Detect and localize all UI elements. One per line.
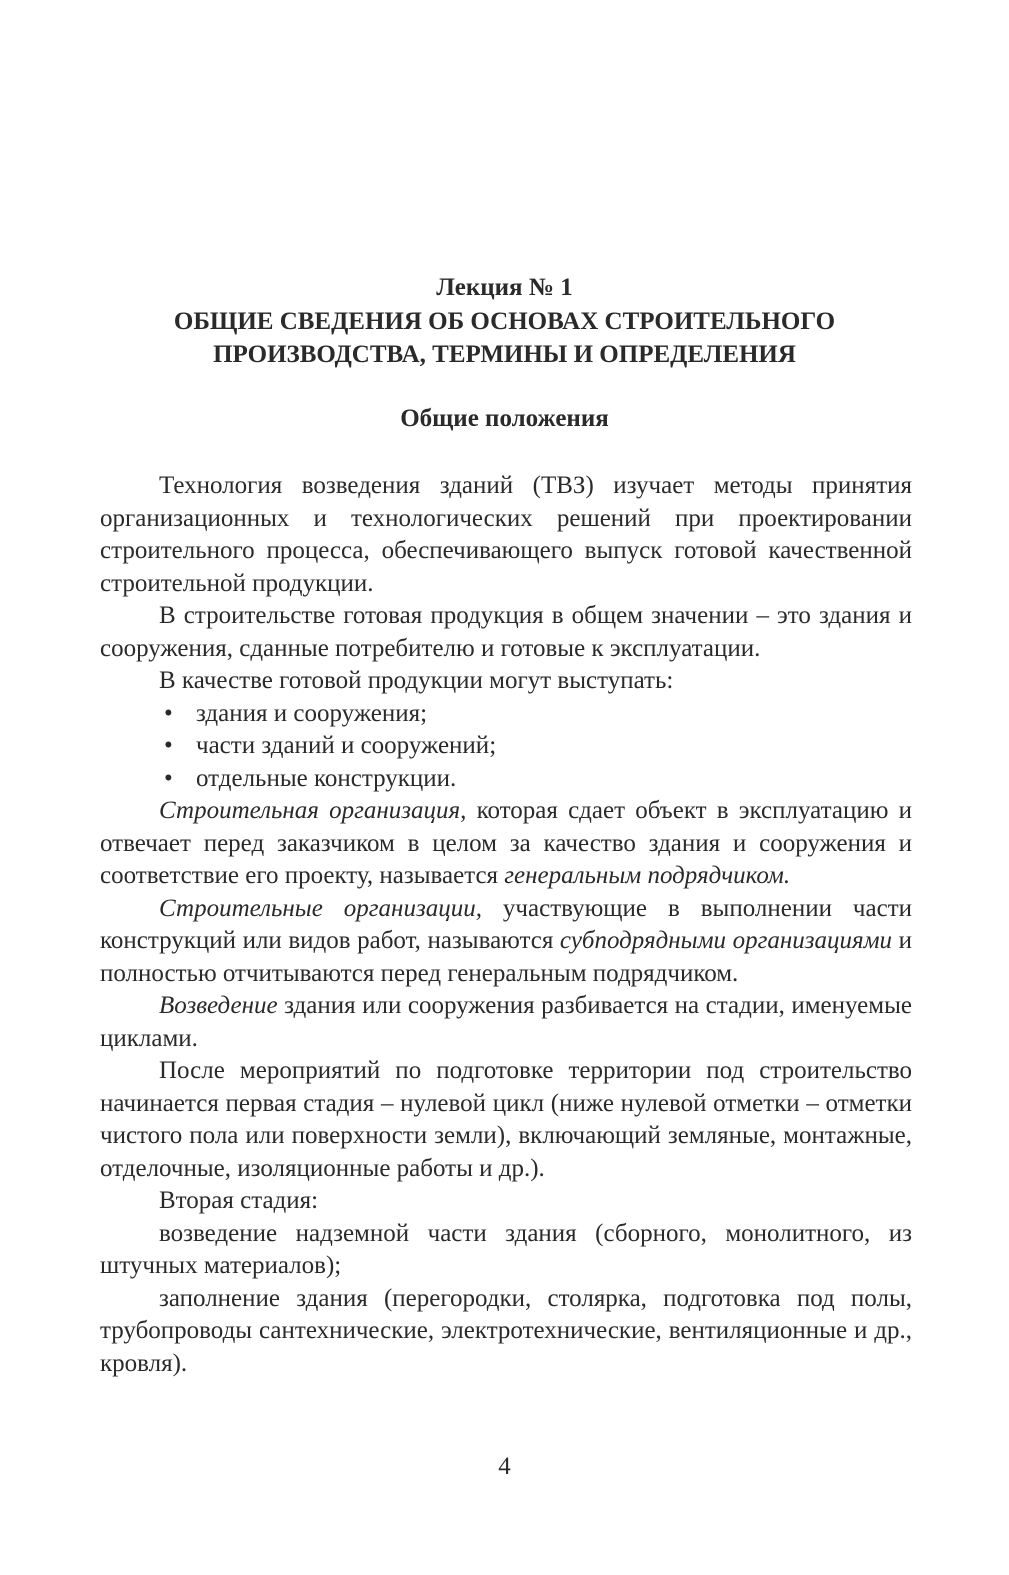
bullet-icon: •	[164, 732, 173, 759]
term-subcontractors: субподрядными организациями	[559, 927, 893, 954]
bullet-list	[100, 698, 912, 796]
paragraph-1: Технология возведения зданий (ТВЗ) изучает методы принятия организационных и технологических решений при проектировании строительного процесса, обеспечивающего выпуск готовой качественной строительной продукции.	[100, 472, 912, 597]
bullet-icon: •	[164, 764, 173, 792]
list-item	[100, 730, 912, 763]
paragraph-6-text: здания или сооружения разбивается на стадии, именуемые циклами.	[100, 992, 912, 1052]
list-item-text: здания и сооружения;	[196, 699, 428, 727]
paragraph-5	[100, 893, 912, 991]
lecture-number: Лекция № 1	[436, 274, 573, 301]
lecture-title-line-1: ОБЩИЕ СВЕДЕНИЯ ОБ ОСНОВАХ СТРОИТЕЛЬНОГО	[173, 308, 836, 335]
term-erection: Возведение	[159, 992, 278, 1019]
paragraph-9: возведение надземной части здания (сборного, монолитного, из штучных материалов);	[100, 1219, 912, 1279]
paragraph-8: Вторая стадия:	[159, 1187, 319, 1214]
paragraph-5-text: участвующие в выполнении части конструкций или видов работ, называются	[100, 894, 912, 954]
page-number: 4	[498, 1453, 511, 1480]
list-item-text: части зданий и сооружений;	[196, 732, 497, 759]
paragraph-5-end: и полностью отчитываются перед генеральным подрядчиком.	[100, 927, 912, 987]
list-item	[100, 763, 912, 796]
paragraph-3: В качестве готовой продукции могут выступать:	[159, 667, 674, 694]
lecture-title-line-2: ПРОИЗВОДСТВА, ТЕРМИНЫ И ОПРЕДЕЛЕНИЯ	[213, 341, 796, 368]
paragraph-10: заполнение здания (перегородки, столярка, подготовка под полы, трубопроводы сантехнические, электротехнические, вентиляционные и др., кровля).	[100, 1284, 912, 1377]
paragraph-7: После мероприятий по подготовке территории под строительство начинается первая стадия – нулевой цикл (ниже нулевой отметки – отметки чистого пола или поверхности земли), включающий земляные, монтажные, отделочные, изоляционные работы и др.).	[100, 1057, 912, 1182]
list-item-text: отдельные конструкции.	[196, 764, 457, 792]
bullet-icon: •	[164, 699, 173, 727]
term-construction-organizations: Строительные организации,	[159, 894, 482, 922]
paragraph-4	[100, 795, 912, 893]
section-heading: Общие положения	[400, 405, 609, 432]
paragraph-2: В строительстве готовая продукция в общем значении – это здания и сооружения, сданные потребителю и готовые к эксплуатации.	[100, 602, 912, 662]
term-general-contractor: генеральным подрядчиком.	[504, 862, 791, 889]
term-construction-organization: Строительная организация,	[159, 797, 467, 824]
body-text	[100, 470, 912, 1380]
paragraph-4-text: которая сдает объект в эксплуатацию и отвечает перед заказчиком в целом за качество здания и сооружения и соответствие его проекту, называется	[100, 797, 912, 889]
list-item	[100, 698, 912, 731]
paragraph-6	[100, 990, 912, 1055]
